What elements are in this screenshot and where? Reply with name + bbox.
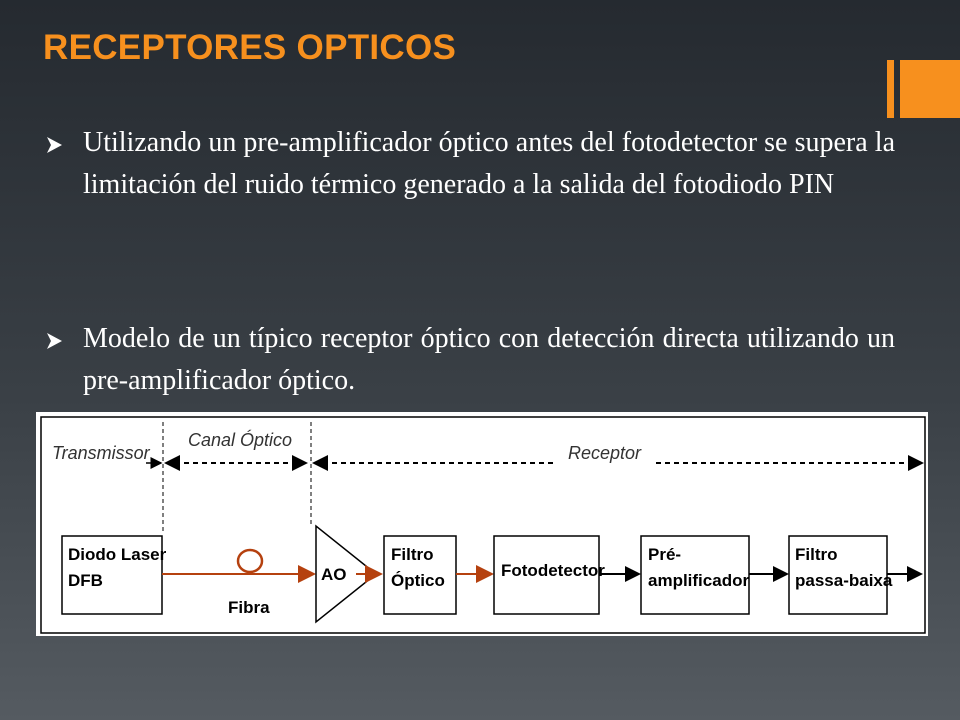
arrow-bullet-icon xyxy=(45,331,65,351)
receiver-block-diagram xyxy=(36,412,928,636)
photodetector-label: Fotodetector xyxy=(501,561,605,580)
block-label-line: DFB xyxy=(68,571,103,590)
bullet-item xyxy=(45,318,895,402)
block-label-line: amplificador xyxy=(648,571,750,590)
block-label-line: Óptico xyxy=(391,571,445,590)
block-pre-amplificador xyxy=(641,536,749,614)
block-label-line: Filtro xyxy=(795,545,838,564)
block-label-line: Filtro xyxy=(391,545,434,564)
accent-bar-thin xyxy=(887,60,894,118)
bullet-text: Utilizando un pre-amplificador óptico antes del fotodetector se supera la limitación del ruido térmico generado a la salida del fotodiodo PIN xyxy=(83,127,895,200)
fiber-coil-icon xyxy=(238,550,262,572)
slide-title: RECEPTORES OPTICOS xyxy=(43,28,457,67)
block-label-line: passa-baixa xyxy=(795,571,893,590)
block-label-line: Pré- xyxy=(648,545,682,564)
accent-bar-thick xyxy=(900,60,960,118)
arrow-bullet-icon xyxy=(45,135,65,155)
fiber-label: Fibra xyxy=(228,598,270,617)
block-filtro-passa-baixa xyxy=(789,536,893,614)
amplifier-label: AO xyxy=(321,565,347,584)
section-label-transmitter: Transmissor xyxy=(52,443,150,463)
section-label-receiver: Receptor xyxy=(568,443,642,463)
bullet-item xyxy=(45,122,895,206)
section-label-channel: Canal Óptico xyxy=(188,430,293,450)
bullet-text: Modelo de un típico receptor óptico con detección directa utilizando un pre-amplificador óptico. xyxy=(83,323,895,396)
block-filtro-optico xyxy=(384,536,456,614)
block-fotodetector xyxy=(494,536,605,614)
block-label-line: Diodo Laser xyxy=(68,545,167,564)
block-diodo-laser xyxy=(62,536,167,614)
